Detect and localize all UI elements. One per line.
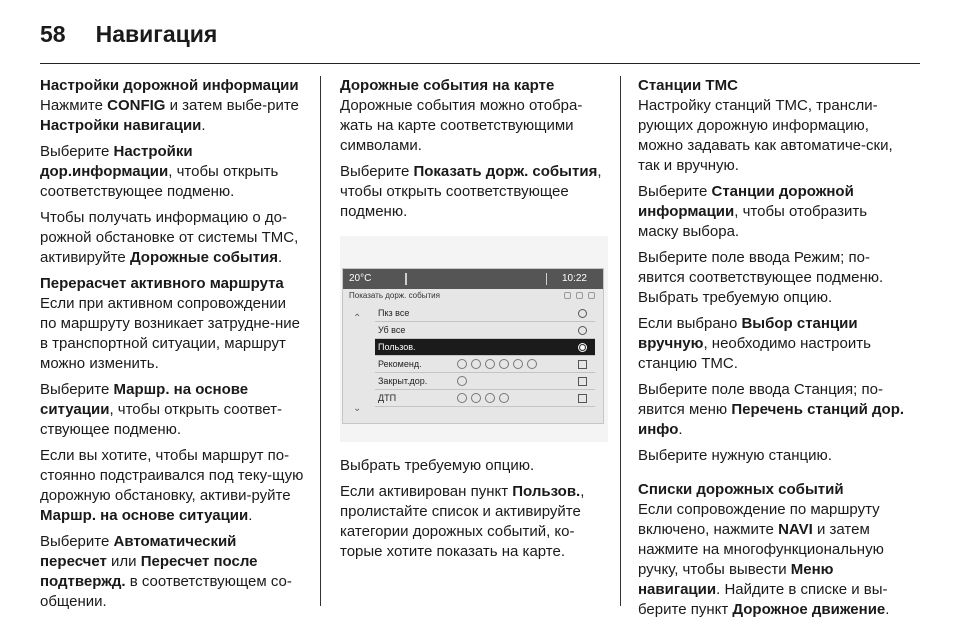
paragraph: Выберите Маршр. на основе ситуации, чтобы открыть соответ-ствующее подменю. xyxy=(40,381,282,438)
checkbox-icon xyxy=(578,394,587,403)
paragraph: Настройку станций TMC, трансли-рующих дорожную информацию, можно задавать как автоматиче-ски, так и вручную. xyxy=(638,97,893,174)
list-item-road-closed[interactable]: Закрыт.дор. xyxy=(375,373,595,390)
paragraph: Если выбрано Выбор станции вручную, необходимо настроить станцию TMC. xyxy=(638,315,871,372)
info-icon xyxy=(588,292,595,299)
page-header xyxy=(40,14,920,54)
paragraph: Выберите поле ввода Станция; по-явится меню Перечень станций дор. инфо. xyxy=(638,381,905,438)
status-separator xyxy=(546,273,547,285)
checkbox-icon xyxy=(578,377,587,386)
header-divider xyxy=(40,63,920,64)
paragraph: Выберите Автоматический пересчет или Пересчет после подтвержд. в соответствующем со-общении. xyxy=(40,533,292,610)
traffic-event-icon xyxy=(485,359,495,369)
clock-readout: 10:22 xyxy=(561,273,587,284)
paragraph: Выберите Настройки дор.информации, чтобы открыть соответствующее подменю. xyxy=(40,143,279,200)
paragraph: Если активирован пункт Пользов., пролистайте список и активируйте категории дорожных событий, ко-торые хотите показать на карте. xyxy=(340,483,585,560)
scroll-up-icon[interactable]: ⌃ xyxy=(353,313,362,324)
traffic-event-icon xyxy=(471,393,481,403)
heading-route-recalc: Перерасчет активного маршрута xyxy=(40,275,284,292)
screen-title: Показать дорж. события xyxy=(349,291,440,300)
traffic-event-icon xyxy=(457,393,467,403)
status-separator xyxy=(405,273,407,285)
paragraph: Выберите Показать дорж. события, чтобы открыть соответствующее подменю. xyxy=(340,163,602,220)
event-filter-list xyxy=(375,305,595,407)
traffic-event-icon xyxy=(499,393,509,403)
column-divider-1 xyxy=(320,76,321,606)
list-item-recommended[interactable]: Рекоменд. xyxy=(375,356,595,373)
signal-icon xyxy=(564,292,571,299)
phone-icon xyxy=(576,292,583,299)
traffic-event-icon xyxy=(485,393,495,403)
list-item-show-all[interactable]: Пкз все xyxy=(375,305,595,322)
paragraph: Выбрать требуемую опцию. xyxy=(340,457,535,474)
column-1 xyxy=(40,76,306,618)
paragraph: Чтобы получать информацию о до-рожной обстановке от системы TMC, активируйте Дорожные события. xyxy=(40,209,299,266)
radio-selected-icon xyxy=(578,343,587,352)
section-title: Навигация xyxy=(95,20,218,47)
paragraph: Если вы хотите, чтобы маршрут по-стоянно подстраивался под теку-щую дорожную обстановку, активи-руйте Маршр. на основе ситуации. xyxy=(40,447,304,524)
paragraph: Выберите нужную станцию. xyxy=(638,447,832,464)
screen-title-bar xyxy=(343,289,603,303)
column-3 xyxy=(638,76,906,626)
radio-button-icon xyxy=(578,309,587,318)
list-item-hide-all[interactable]: Уб все xyxy=(375,322,595,339)
column-2 xyxy=(340,76,608,568)
scroll-down-icon[interactable]: ⌄ xyxy=(353,403,362,414)
infotainment-screenshot xyxy=(340,236,608,442)
traffic-event-icon xyxy=(527,359,537,369)
paragraph: Если при активном сопровождении по маршруту возникает затрудне-ние в транспортной ситуации, маршрут можно изменить. xyxy=(40,295,300,372)
traffic-event-icon xyxy=(457,359,467,369)
heading-event-lists: Списки дорожных событий xyxy=(638,481,844,498)
display-screen xyxy=(342,268,604,424)
paragraph: Выберите Станции дорожной информации, чтобы отобразить маску выбора. xyxy=(638,183,868,240)
paragraph: Выберите поле ввода Режим; по-явится соответствующее подменю. Выбрать требуемую опцию. xyxy=(638,249,884,306)
heading-tmc-stations: Станции TMC xyxy=(638,77,738,94)
traffic-event-icon xyxy=(471,359,481,369)
page-number: 58 xyxy=(40,20,66,47)
paragraph: Дорожные события можно отобра-жать на карте соответствующими символами. xyxy=(340,97,583,154)
road-closed-icon xyxy=(457,376,467,386)
traffic-event-icon xyxy=(499,359,509,369)
paragraph: Если сопровождение по маршруту включено, нажмите NAVI и затем нажмите на многофункциональную ручку, чтобы вывести Меню навигации. Найдите в списке и вы-берите пункт Дорожное движение. xyxy=(638,501,890,618)
radio-button-icon xyxy=(578,326,587,335)
list-item-user[interactable]: Пользов. xyxy=(375,339,595,356)
status-icons xyxy=(564,292,595,299)
list-item-accident[interactable]: ДТП xyxy=(375,390,595,407)
checkbox-icon xyxy=(578,360,587,369)
heading-traffic-settings: Настройки дорожной информации xyxy=(40,77,299,94)
column-divider-2 xyxy=(620,76,621,606)
traffic-event-icon xyxy=(513,359,523,369)
temperature-readout: 20°C xyxy=(349,273,372,284)
heading-events-on-map: Дорожные события на карте xyxy=(340,77,555,94)
status-bar xyxy=(343,269,603,289)
paragraph: Нажмите CONFIG и затем выбе-рите Настройки навигации. xyxy=(40,97,299,134)
